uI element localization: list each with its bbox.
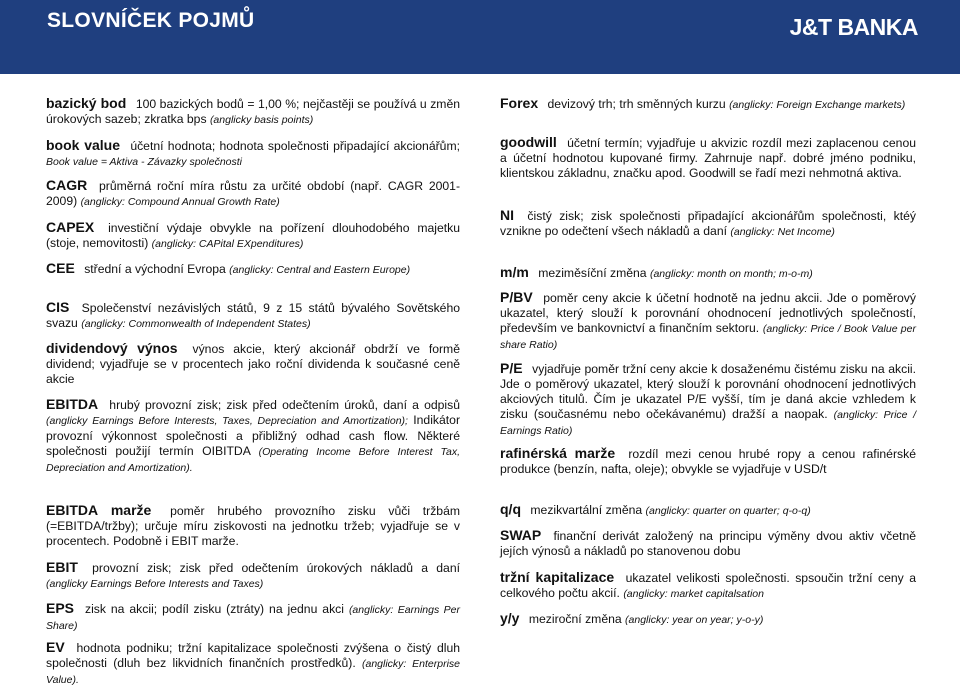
bank-logo: J&T BANKA: [789, 14, 918, 40]
definition: hrubý provozní zisk; zisk před odečtením úroků, daní a odpisů: [109, 398, 460, 412]
term: NI: [500, 207, 514, 223]
glossary-entry: [500, 502, 916, 519]
note: (anglicky Earnings Before Interests and Taxes): [46, 578, 264, 590]
definition: střední a východní Evropa: [84, 262, 226, 276]
definition-extra: Indikátor provozní výkonnost společnosti a přibližný odhad cash flow. Některé společnosti použijí termín OIBITDA: [46, 413, 461, 458]
definition: meziroční změna: [528, 612, 622, 626]
glossary-entry: [46, 220, 460, 252]
term: EPS: [46, 600, 75, 616]
definition: finanční derivát založený na principu výměny dvou aktiv včetně jejích výnosů a nákladů po stanovenou dobu: [500, 529, 917, 558]
glossary-entry: [46, 640, 460, 688]
definition: meziměsíční změna: [538, 266, 647, 280]
note: (anglicky: CAPital EXpenditures): [151, 238, 304, 250]
term: EV: [46, 639, 65, 655]
term: CIS: [46, 299, 70, 315]
term: EBITDA marže: [46, 502, 152, 518]
glossary-entry: [46, 261, 460, 278]
note: (anglicky: market capitalsation: [623, 588, 764, 600]
term: rafinérská marže: [500, 445, 616, 461]
term: m/m: [500, 264, 529, 280]
term: P/E: [500, 360, 523, 376]
definition: devizový trh; trh směnných kurzu: [547, 97, 726, 111]
definition: mezikvartální změna: [530, 503, 643, 517]
term: goodwill: [500, 134, 557, 150]
definition: účetní termín; vyjadřuje u akvizic rozdíl mezi zaplacenou cenou a účetní hodnotou kupované firmy. Zahrnuje např. dobré jméno podniku, klientskou základnu, značku apod. Goodwill se řadí mezi nehmotná aktiva.: [500, 136, 916, 180]
glossary-entry: [46, 397, 460, 476]
glossary-entry: [500, 528, 916, 559]
glossary-entry: [46, 138, 460, 170]
note: (anglicky: Compound Annual Growth Rate): [80, 196, 280, 208]
header-bar: [0, 0, 960, 74]
glossary-entry: [500, 446, 916, 477]
definition: účetní hodnota; hodnota společnosti připadající akcionářům;: [130, 139, 460, 153]
glossary-entry: [500, 361, 916, 439]
term: tržní kapitalizace: [500, 569, 615, 585]
glossary-entry: [500, 290, 916, 353]
glossary-entry: [46, 300, 460, 332]
glossary-entry: [46, 341, 460, 387]
term: CEE: [46, 260, 75, 276]
glossary-entry: [500, 96, 916, 113]
note: (anglicky: month on month; m-o-m): [649, 268, 813, 280]
page-title: SLOVNÍČEK POJMŮ: [47, 9, 255, 32]
definition: vyjadřuje poměr tržní ceny akcie k dosaženému čistému zisku na akcii. Jde o poměrový ukazatel, který slouží k porovnání ohodnocení jednotlivých akciových titulů. Čím je ukazatel P/E vyšší, tím je daná akcie vzhledem k zisku (současnému nebo očekávanému) dražší a naopak.: [500, 362, 916, 421]
note: Book value = Aktiva - Závazky společnosti: [46, 156, 242, 168]
note: (anglicky Earnings Before Interests, Taxes, Depreciation and Amortization);: [46, 415, 408, 427]
definition: hodnota podniku; tržní kapitalizace společnosti zvýšena o čistý dluh společnosti (dluh bez likvidních finančních prostředků).: [46, 641, 461, 670]
term: CAPEX: [46, 219, 95, 235]
note: (anglicky: Central and Eastern Europe): [229, 264, 411, 276]
term: bazický bod: [46, 95, 127, 111]
term: EBIT: [46, 559, 78, 575]
glossary-entry: [46, 96, 460, 128]
note: (Operating Income Before Interest Tax, Depreciation and Amortization).: [46, 446, 460, 474]
glossary-entry: [500, 208, 916, 240]
note: (anglicky: Earnings Per Share): [46, 604, 461, 632]
glossary-entry: [500, 611, 916, 628]
definition: zisk na akcii; podíl zisku (ztráty) na jednu akci: [84, 602, 344, 616]
glossary-entry: [500, 135, 916, 181]
note: (anglicky: Price / Book Value per share Ratio): [500, 323, 916, 351]
term: q/q: [500, 501, 521, 517]
definition: čistý zisk; zisk společnosti připadající akcionářům společnosti, ktéý vznikne po odečtení všech nákladů a daní: [500, 209, 916, 238]
term: y/y: [500, 610, 520, 626]
definition: výnos akcie, který akcionář obdrží ve formě dividend; vyjadřuje se v procentech jako roční dividenda k současné ceně akcie: [46, 342, 460, 386]
definition: ukazatel velikosti společnosti. spsoučin tržní ceny a celkového počtu akcií.: [500, 571, 917, 600]
note: (anglicky: quarter on quarter; q-o-q): [645, 505, 811, 517]
glossary-entry: [46, 560, 460, 592]
definition: investiční výdaje obvykle na pořízení dlouhodobého majetku (stoje, nemovitosti): [46, 221, 460, 250]
note: (anglicky: year on year; y-o-y): [625, 614, 764, 626]
note: (anglicky: Enterprise Value).: [46, 658, 460, 686]
term: P/BV: [500, 289, 533, 305]
definition: rozdíl mezi cenou hrubé ropy a cenou rafinérské produkce (benzín, nafta, oleje); obvykle se vyjadřuje v USD/t: [500, 447, 916, 476]
definition: provozní zisk; zisk před odečtením úrokových nákladů a daní: [92, 561, 460, 575]
note: (anglicky basis points): [209, 114, 314, 126]
note: (anglicky: Commonwealth of Independent States): [81, 318, 311, 330]
term: SWAP: [500, 527, 542, 543]
term: CAGR: [46, 177, 88, 193]
term: EBITDA: [46, 396, 99, 412]
definition: Společenství nezávislých států, 9 z 15 států bývalého Sovětského svazu: [46, 301, 461, 330]
term: dividendový výnos: [46, 340, 178, 356]
note: (anglicky: Price / Earnings Ratio): [500, 409, 916, 437]
definition: 100 bazických bodů = 1,00 %; nejčastěji se používá u změn úrokových sazeb; zkratka bps: [46, 97, 461, 126]
definition: poměr hrubého provozního zisku vůči tržbám (=EBITDA/tržby); určuje míru ziskovosti na jednotku tržeb; vyjadřuje se v procentech. Podobně i EBIT marže.: [46, 504, 461, 548]
glossary-entry: [500, 570, 916, 602]
note: (anglicky: Foreign Exchange markets): [729, 99, 906, 111]
term: Forex: [500, 95, 539, 111]
definition: průměrná roční míra růstu za určité období (např. CAGR 2001-2009): [46, 179, 461, 208]
glossary-entry: [46, 178, 460, 210]
note: (anglicky: Net Income): [730, 226, 835, 238]
glossary-entry: [46, 503, 460, 549]
definition: poměr ceny akcie k účetní hodnotě na jednu akcii. Jde o poměrový ukazatel, který slouží k porovnání ohodnocení jednotlivých společností, především ve bankovnictví a finančním sektoru.: [500, 291, 916, 335]
term: book value: [46, 137, 121, 153]
glossary-entry: [500, 265, 916, 282]
glossary-entry: [46, 601, 460, 634]
